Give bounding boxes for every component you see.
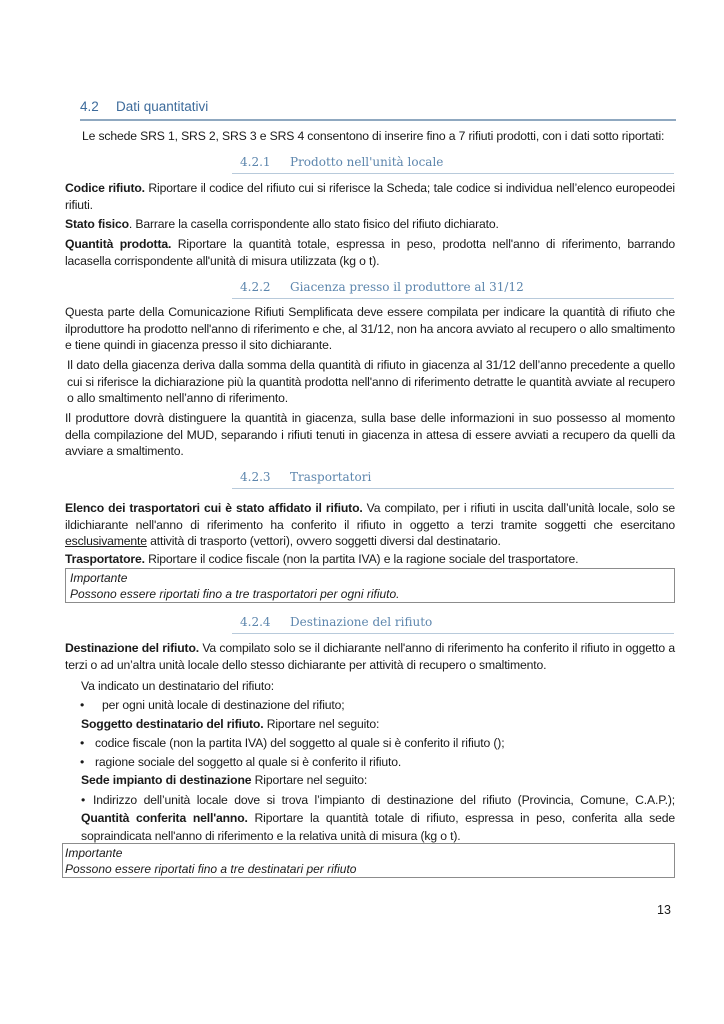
note-text: Possono essere riportati fino a tre destinatari per rifiuto [65, 862, 357, 876]
paragraph-soggetto-destinatario [81, 716, 691, 733]
paragraph-stato-fisico [65, 216, 675, 233]
subsection-title: Trasportatori [290, 470, 372, 484]
bullet-icon: • [80, 736, 85, 750]
subsection-heading-4-2-2 [232, 280, 674, 299]
bullet-text: ragione sociale del soggetto al quale si è conferito il rifiuto. [95, 755, 402, 769]
paragraph-text: Riportare il codice fiscale (non la partita IVA) e la ragione sociale del trasportatore. [144, 552, 579, 566]
paragraph-codice-rifiuto [65, 180, 675, 213]
paragraph-text: . Barrare la casella corrispondente allo stato fisico del rifiuto dichiarato. [128, 217, 499, 231]
subsection-heading-4-2-4 [232, 615, 674, 634]
note-title: Importante [65, 846, 123, 860]
term-label: Codice rifiuto. [65, 181, 145, 195]
section-title: Dati quantitativi [116, 99, 209, 114]
bullet-icon: • [80, 698, 85, 712]
subsection-number: 4.2.2 [240, 280, 271, 294]
emphasis-underline: esclusivamente [65, 534, 147, 548]
paragraph-text: Riportare la quantità totale, espressa in peso, prodotta nell'anno di riferimento, barrando lacasella corrispondente all'unità di misura utilizzata (kg o t). [65, 237, 675, 268]
term-label: Stato fisico [65, 217, 129, 231]
paragraph-text: Riportare la quantità totale di rifiuto, espressa in peso, conferita alla sede sopraindicata nell'anno di riferimento e la relativa unità di misura (kg o t). [81, 811, 675, 843]
paragraph-text: Riportare nel seguito: [251, 773, 368, 787]
subsection-title: Destinazione del rifiuto [290, 615, 433, 629]
subsection-heading-4-2-3 [232, 470, 674, 489]
bullet-text: codice fiscale (non la partita IVA) del soggetto al quale si è conferito il rifiuto (); [95, 736, 505, 750]
term-label: Soggetto destinatario del rifiuto. [81, 717, 264, 731]
paragraph-giacenza-2: Il dato della giacenza deriva dalla somma della quantità di rifiuto in giacenza al 31/12 dell’anno precedente a quello cui si riferisce la dichiarazione più la quantità prodotta nell'anno di riferimento detratte le quantità avviate al recupero o allo smaltimento nell’anno di riferimento. [67, 358, 675, 405]
paragraph-text: Riportare il codice del rifiuto cui si riferisce la Scheda; tale codice si individua nell’elenco europeodei rifiuti. [65, 181, 675, 212]
paragraph-elenco-trasportatori [65, 500, 675, 550]
subsection-title: Giacenza presso il produttore al 31/12 [290, 280, 524, 294]
bullet-icon: • [81, 793, 86, 807]
bullet-item [80, 735, 504, 752]
subsection-number: 4.2.4 [240, 615, 271, 629]
note-box-trasportatori [65, 568, 675, 603]
note-text: Possono essere riportati fino a tre trasportatori per ogni rifiuto. [70, 587, 400, 601]
page-number: 13 [657, 903, 671, 917]
paragraph-text: Riportare nel seguito: [263, 717, 380, 731]
bullet-icon: • [80, 755, 85, 769]
subsection-number: 4.2.1 [240, 155, 271, 169]
term-label: Destinazione del rifiuto. [65, 641, 199, 655]
paragraph-text: Indirizzo dell’unità locale dove si trova l’impianto di destinazione del rifiuto (Provincia, Comune, C.A.P.); [93, 793, 675, 807]
subsection-title: Prodotto nell'unità locale [290, 155, 444, 169]
term-label: Trasportatore. [65, 552, 145, 566]
section-number: 4.2 [80, 99, 99, 114]
paragraph-quantita-prodotta [65, 236, 675, 269]
paragraph-trasportatore [65, 551, 675, 568]
intro-paragraph: Le schede SRS 1, SRS 2, SRS 3 e SRS 4 consentono di inserire fino a 7 rifiuti prodotti, con i dati sotto riportati: [82, 129, 665, 143]
term-label: Quantità prodotta. [65, 237, 172, 251]
paragraph-text: Va compilato, per i rifiuti in uscita dall’unità locale, solo se ildichiarante nell'anno di riferimento ha conferito il rifiuto in oggetto a terzi tramite soggetti che esercitano [65, 501, 675, 532]
bullet-item [80, 754, 401, 771]
subsection-heading-4-2-1 [232, 155, 674, 174]
paragraph-va-indicato: Va indicato un destinatario del rifiuto: [81, 679, 274, 693]
paragraph-destinazione [65, 640, 675, 673]
note-box-destinatari [62, 843, 675, 878]
term-label: Elenco dei trasportatori cui è stato affidato il rifiuto. [65, 501, 363, 515]
section-heading [80, 99, 676, 121]
bullet-text: per ogni unità locale di destinazione del rifiuto; [102, 698, 345, 712]
paragraph-indirizzo-quantita [81, 791, 675, 845]
subsection-number: 4.2.3 [240, 470, 271, 484]
note-title: Importante [70, 571, 128, 585]
paragraph-sede-impianto [81, 772, 691, 789]
bullet-item [80, 697, 345, 714]
term-label: Quantità conferita nell'anno. [81, 811, 248, 825]
paragraph-text: Va compilato solo se il dichiarante nell'anno di riferimento ha conferito il rifiuto in oggetto a terzi o ad un’altra unità locale dello stesso dichiarante per attività di recupero o smaltimento. [65, 641, 675, 672]
paragraph-giacenza-3: Il produttore dovrà distinguere la quantità in giacenza, sulla base delle informazioni in suo possesso al momento della compilazione del MUD, separando i rifiuti tenuti in giacenza in attesa di essere avviati a recupero da quelli da avviare a smaltimento. [65, 411, 675, 458]
term-label: Sede impianto di destinazione [81, 773, 252, 787]
paragraph-text: attività di trasporto (vettori), ovvero soggetti diversi dal destinatario. [146, 534, 501, 548]
paragraph-giacenza-1: Questa parte della Comunicazione Rifiuti Semplificata deve essere compilata per indicare la quantità di rifiuto che ilproduttore ha prodotto nell'anno di riferimento e che, al 31/12, non ha ancora avviato al recupero o allo smaltimento e tiene quindi in giacenza presso il sito dichiarante. [65, 305, 675, 352]
